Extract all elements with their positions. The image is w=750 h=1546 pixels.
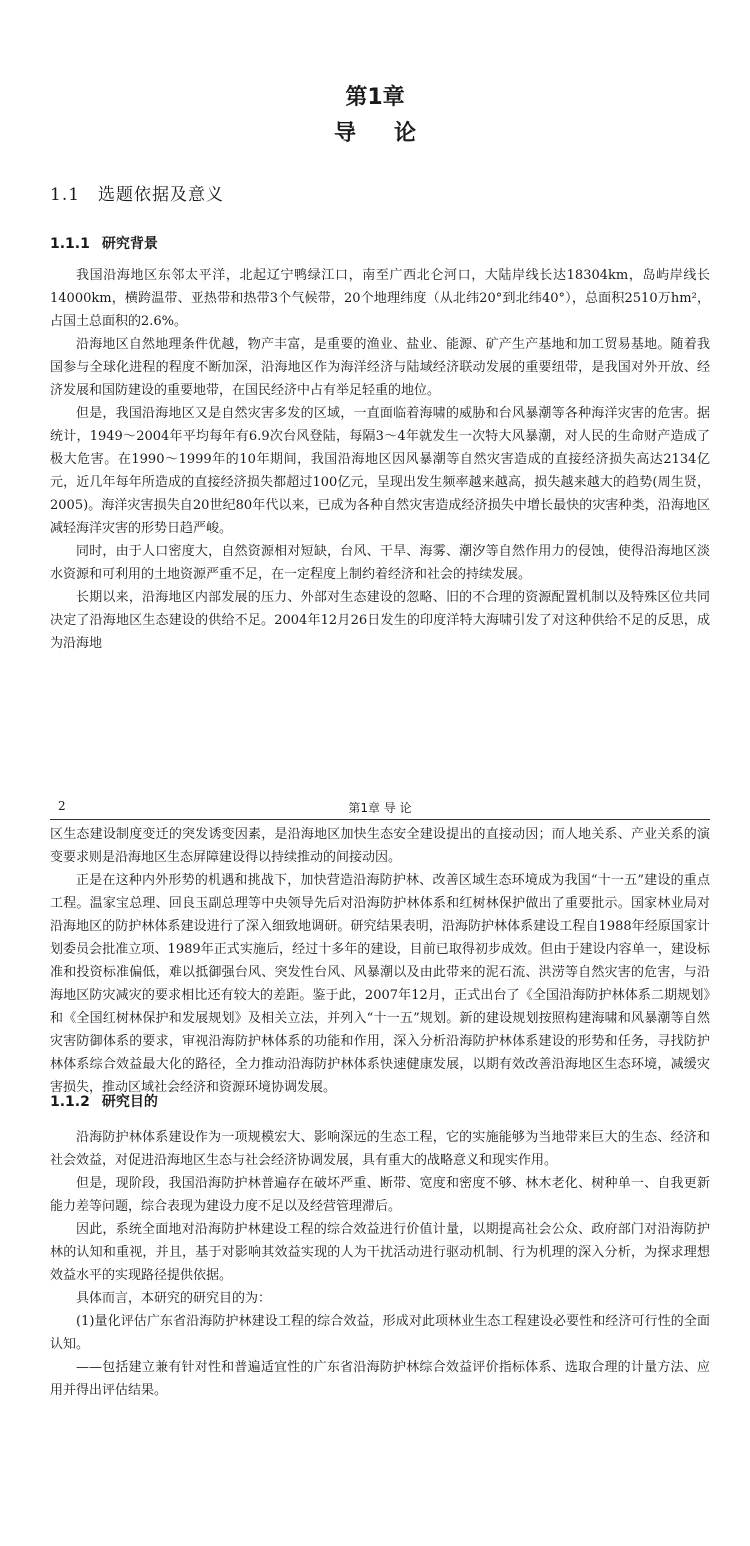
chapter-title: 导论 — [333, 121, 454, 146]
paragraph: 具体而言，本研究的研究目的为： — [76, 1291, 272, 1306]
subsection-number: 1.1.2 — [50, 1094, 90, 1110]
subsection-heading-1-1-2 — [50, 1091, 158, 1111]
paragraph: 沿海地区自然地理条件优越，物产丰富，是重要的渔业、盐业、能源、矿产生产基地和加工贸易基地。随着我国参与全球化进程的程度不断加深，沿海地区作为海洋经济与陆域经济联动发展的重要纽带，是我国对外开放、经济发展和国防建设的重要地带，在国民经济中占有举足轻重的地位。 — [50, 337, 710, 398]
paragraph: 但是，现阶段，我国沿海防护林普遍存在破坏严重、断带、宽度和密度不够、林木老化、树种单一、自我更新能力差等问题，综合表现为建设力度不足以及经营管理滞后。 — [50, 1176, 710, 1214]
subsection-number: 1.1.1 — [50, 236, 90, 252]
section-heading-1-1 — [50, 180, 224, 205]
paragraph-continued: 区生态建设制度变迁的突发诱变因素，是沿海地区加快生态安全建设提出的直接动因；而人地关系、产业关系的演变要求则是沿海地区生态屏障建设得以持续推动的间接动因。 — [50, 827, 710, 865]
paragraph: 因此，系统全面地对沿海防护林建设工程的综合效益进行价值计量，以期提高社会公众、政府部门对沿海防护林的认知和重视，并且，基于对影响其效益实现的人为干扰活动进行驱动机制、行为机理的深入分析，为探求理想效益水平的实现路径提供依据。 — [50, 1222, 710, 1283]
subsection-title: 研究背景 — [101, 236, 158, 252]
body-text-page-2-bottom — [50, 1126, 710, 1402]
section-title: 选题依据及意义 — [98, 185, 225, 205]
subsection-heading-1-1-1 — [50, 233, 158, 253]
paragraph: 但是，我国沿海地区又是自然灾害多发的区域，一直面临着海啸的威胁和台风暴潮等各种海洋灾害的危害。据统计，1949～2004年平均每年有6.9次台风登陆，每隔3～4年就发生一次特大风暴潮，对人民的生命财产造成了极大危害。在1990～1999年的10年期间，我国沿海地区因风暴潮等自然灾害造成的直接经济损失高达2134亿元，近几年每年所造成的直接经济损失都超过100亿元，呈现出发生频率越来越高，损失越来越大的趋势(周生贤，2005)。海洋灾害损失自20世纪80年代以来，已成为各种自然灾害造成经济损失中增长最快的灾害种类，沿海地区减轻海洋灾害的形势日趋严峻。 — [50, 406, 710, 536]
subsection-title: 研究目的 — [101, 1094, 158, 1110]
paragraph: 正是在这种内外形势的机遇和挑战下，加快营造沿海防护林、改善区域生态环境成为我国“十一五”建设的重点工程。温家宝总理、回良玉副总理等中央领导先后对沿海防护林体系和红树林保护做出了重要批示。国家林业局对沿海地区的防护林体系建设进行了深入细致地调研。研究结果表明，沿海防护林体系建设工程自1988年经原国家计划委员会批准立项、1989年正式实施后，经过十多年的建设，目前已取得初步成效。但由于建设内容单一，建设标准和投资标准偏低，难以抵御强台风、突发性台风、风暴潮以及由此带来的泥石流、洪涝等自然灾害的危害，与沿海地区防灾减灾的要求相比还有较大的差距。鉴于此，2007年12月，正式出台了《全国沿海防护林体系二期规划》和《全国红树林保护和发展规划》及相关立法，并列入“十一五”规划。新的建设规划按照构建海啸和风暴潮等自然灾害防御体系的要求，审视沿海防护林体系的功能和作用，深入分析沿海防护林体系建设的形势和任务，寻找防护林体系综合效益最大化的路径，全力推动沿海防护林体系快速健康发展，以期有效改善沿海地区生态环境，减缓灾害损失，推动区域社会经济和资源环境协调发展。 — [50, 873, 710, 1095]
running-head-title: 第1章 导 论 — [348, 801, 412, 815]
body-text-page-2-top — [50, 823, 710, 1099]
list-item-detail: ——包括建立兼有针对性和普遍适宜性的广东省沿海防护林综合效益评价指标体系、选取合理的计量方法、应用并得出评估结果。 — [50, 1360, 710, 1398]
paragraph: 长期以来，沿海地区内部发展的压力、外部对生态建设的忽略、旧的不合理的资源配置机制以及特殊区位共同决定了沿海地区生态建设的供给不足。2004年12月26日发生的印度洋特大海啸引发了对这种供给不足的反思，成为沿海地 — [50, 590, 710, 651]
section-number: 1.1 — [50, 185, 81, 205]
chapter-number: 第1章 — [345, 85, 405, 110]
running-header — [50, 795, 710, 820]
paragraph: 同时，由于人口密度大，自然资源相对短缺，台风、干旱、海雾、潮汐等自然作用力的侵蚀，使得沿海地区淡水资源和可利用的土地资源严重不足，在一定程度上制约着经济和社会的持续发展。 — [50, 544, 710, 582]
paragraph: 我国沿海地区东邻太平洋，北起辽宁鸭绿江口，南至广西北仑河口，大陆岸线长达18304km，岛屿岸线长14000km，横跨温带、亚热带和热带3个气候带，20个地理纬度（从北纬20°到北纬40°），总面积2510万hm²，占国土总面积的2.6%。 — [50, 268, 710, 329]
paragraph: 沿海防护林体系建设作为一项规模宏大、影响深远的生态工程，它的实施能够为当地带来巨大的生态、经济和社会效益，对促进沿海地区生态与社会经济协调发展，具有重大的战略意义和现实作用。 — [50, 1130, 710, 1168]
page-number: 2 — [58, 799, 66, 813]
list-item: (1)量化评估广东省沿海防护林建设工程的综合效益，形成对此项林业生态工程建设必要性和经济可行性的全面认知。 — [50, 1314, 710, 1352]
body-text-page-1 — [50, 264, 710, 655]
